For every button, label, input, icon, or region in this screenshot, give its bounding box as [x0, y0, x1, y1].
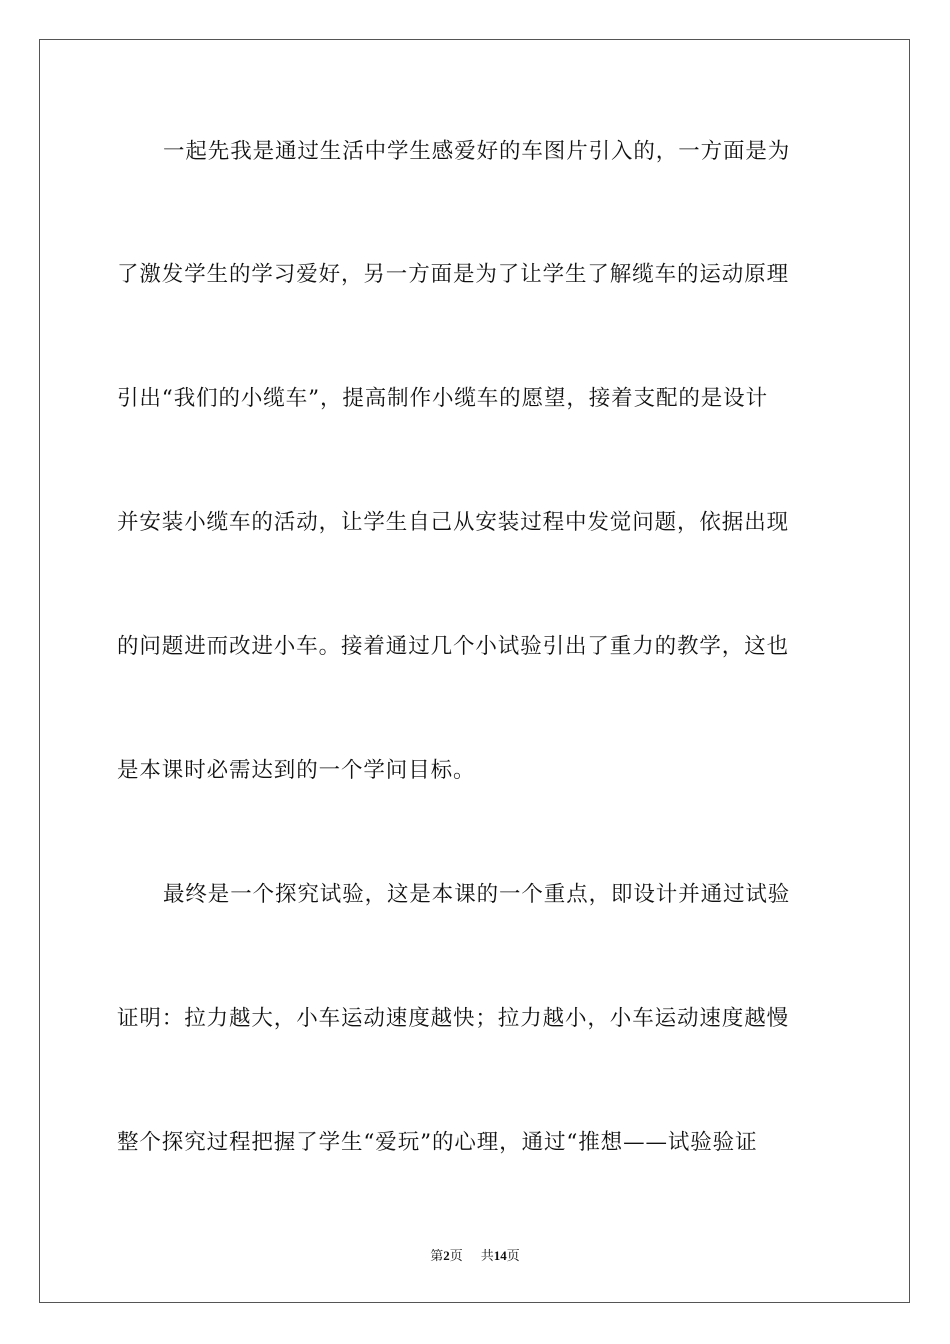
paragraph-2-line-1: 最终是一个探究试验，这是本课的一个重点，即设计并通过试验 [163, 882, 791, 907]
paragraph-1-line-4: 并安装小缆车的活动，让学生自己从安装过程中发觉问题，依据出现 [117, 510, 790, 535]
footer-current-page: 2 [443, 1248, 450, 1263]
footer-total-prefix: 共 [480, 1248, 494, 1263]
paragraph-1-line-2: 了激发学生的学习爱好，另一方面是为了让学生了解缆车的运动原理 [117, 262, 790, 287]
footer-page-prefix: 第 [430, 1248, 444, 1263]
page-border [39, 39, 910, 1303]
paragraph-2-line-2: 证明：拉力越大，小车运动速度越快；拉力越小，小车运动速度越慢 [117, 1006, 790, 1031]
footer-page-suffix: 页 [449, 1248, 463, 1263]
footer-total-pages: 14 [493, 1248, 507, 1263]
paragraph-2-line-3: 整个探究过程把握了学生“爱玩”的心理，通过“推想——试验验证 [117, 1130, 758, 1155]
paragraph-1-line-6: 是本课时必需达到的一个学问目标。 [117, 758, 476, 783]
footer-total-suffix: 页 [506, 1248, 520, 1263]
paragraph-1-line-3: 引出“我们的小缆车”，提高制作小缆车的愿望，接着支配的是设计 [117, 386, 768, 411]
paragraph-1-line-5: 的问题进而改进小车。接着通过几个小试验引出了重力的教学，这也 [117, 634, 790, 659]
paragraph-1-line-1: 一起先我是通过生活中学生感爱好的车图片引入的，一方面是为 [163, 139, 791, 164]
page-footer [0, 1247, 950, 1265]
